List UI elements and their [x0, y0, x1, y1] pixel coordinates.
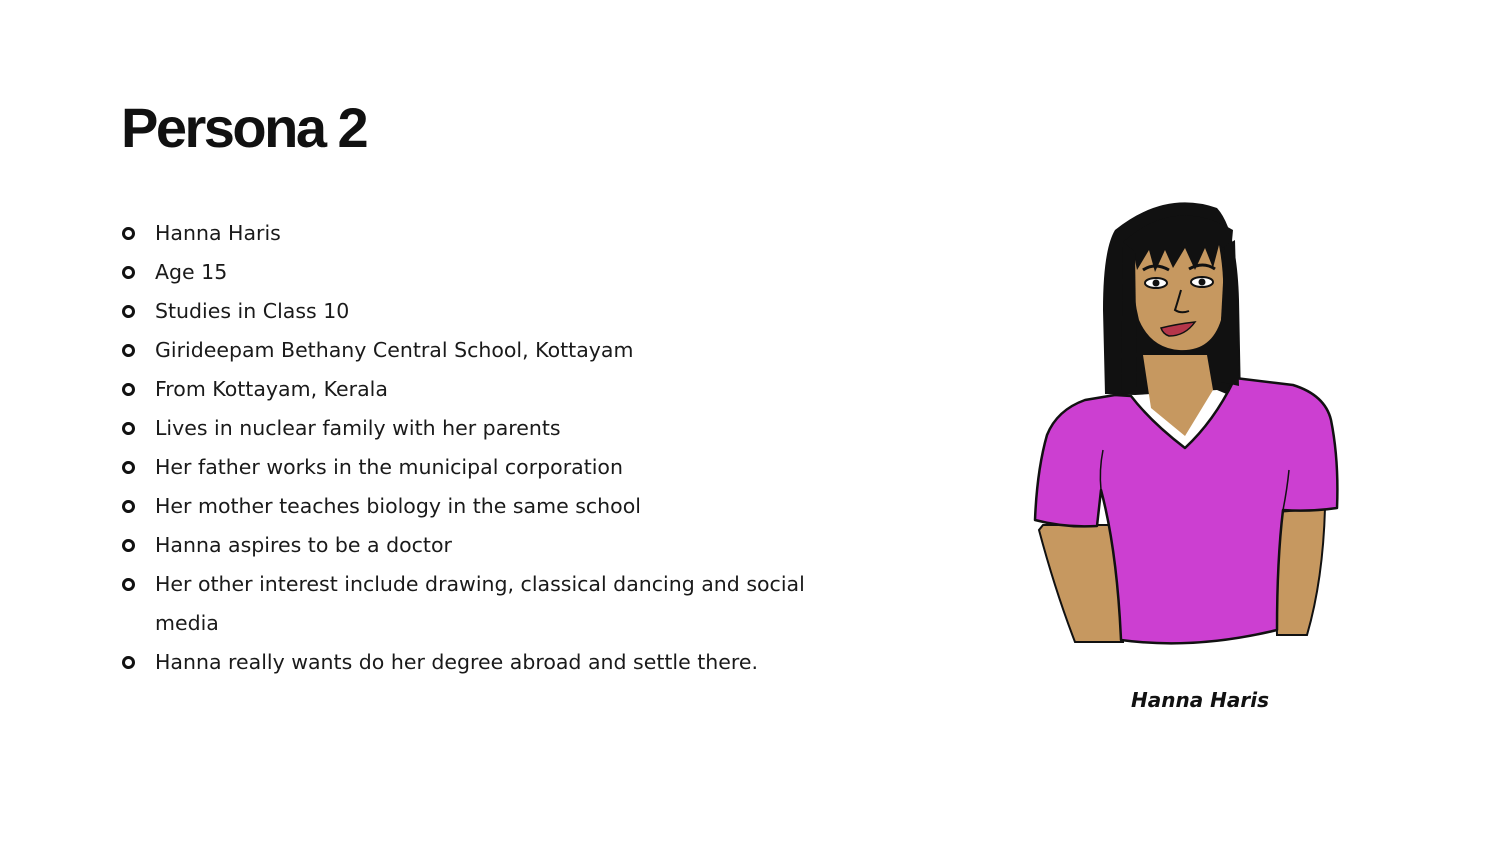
bullet-circle-icon [122, 266, 135, 279]
list-item-text: From Kottayam, Kerala [155, 377, 388, 401]
list-item [121, 409, 811, 448]
list-item [121, 565, 811, 643]
left-arm [1039, 525, 1123, 642]
list-item-text: Lives in nuclear family with her parents [155, 416, 561, 440]
list-item [121, 292, 811, 331]
list-item-text: Girideepam Bethany Central School, Kottayam [155, 338, 634, 362]
portrait-caption: Hanna Haris [1130, 688, 1270, 712]
list-item-text: Age 15 [155, 260, 228, 284]
list-item-text: Hanna Haris [155, 221, 281, 245]
list-item [121, 214, 811, 253]
list-item [121, 448, 811, 487]
list-item-text: Her other interest include drawing, classical dancing and social media [155, 572, 805, 635]
list-item [121, 370, 811, 409]
list-item-text: Hanna really wants do her degree abroad and settle there. [155, 650, 758, 674]
persona-details-list [121, 214, 811, 682]
bullet-circle-icon [122, 578, 135, 591]
list-item [121, 643, 811, 682]
list-item [121, 526, 811, 565]
bullet-circle-icon [122, 422, 135, 435]
list-item [121, 487, 811, 526]
right-arm [1275, 508, 1325, 635]
bullet-circle-icon [122, 656, 135, 669]
bullet-circle-icon [122, 461, 135, 474]
list-item [121, 253, 811, 292]
page-title: Persona 2 [121, 96, 367, 159]
list-item [121, 331, 811, 370]
bullet-circle-icon [122, 383, 135, 396]
right-pupil [1199, 279, 1206, 286]
list-item-text: Hanna aspires to be a doctor [155, 533, 452, 557]
left-pupil [1153, 280, 1160, 287]
bullet-circle-icon [122, 344, 135, 357]
bullet-circle-icon [122, 500, 135, 513]
list-item-text: Her mother teaches biology in the same school [155, 494, 641, 518]
bullet-circle-icon [122, 305, 135, 318]
list-item-text: Studies in Class 10 [155, 299, 350, 323]
hair-left-strand [1121, 246, 1137, 394]
bullet-circle-icon [122, 539, 135, 552]
list-item-text: Her father works in the municipal corporation [155, 455, 623, 479]
persona-portrait-illustration [1025, 190, 1345, 660]
bullet-circle-icon [122, 227, 135, 240]
